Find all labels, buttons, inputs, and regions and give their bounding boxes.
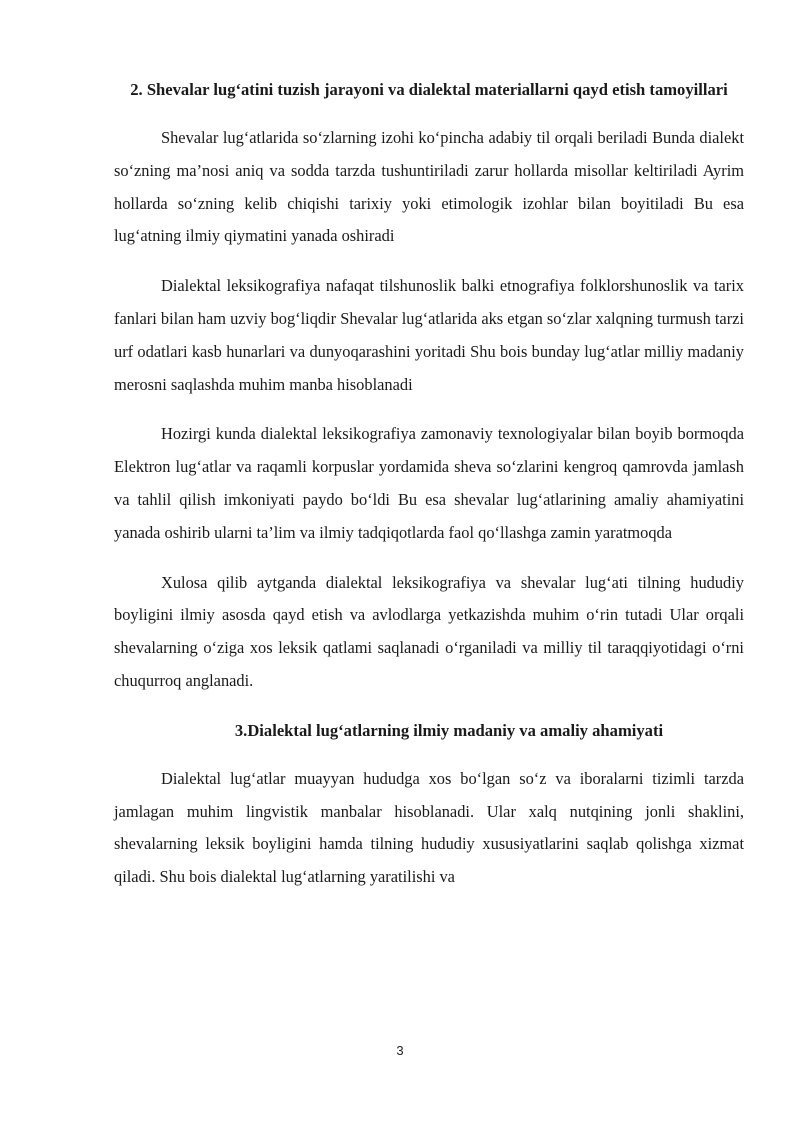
section-3-title: 3.Dialektal lug‘atlarning ilmiy madaniy va amaliy ahamiyati [234, 720, 664, 740]
paragraph-4: Xulosa qilib aytganda dialektal leksikografiya va shevalar lug‘ati tilning hududiy boyligini ilmiy asosda qayd etish va avlodlarga yetkazishda muhim o‘rin tutadi Ular orqali shevalarning o‘ziga xos leksik qatlami saqlanadi o‘rganiladi va milliy til taraqqiyotidagi o‘rni chuqurroq anglanadi. [114, 572, 744, 690]
paragraph-5: Dialektal lug‘atlar muayyan hududga xos bo‘lgan so‘z va iboralarni tizimli tarzda jamlagan muhim lingvistik manbalar hisoblanadi. Ular xalq nutqining jonli shaklini, shevalarning leksik boyligini hamda tilning hududiy xususiyatlarini saqlab qolishga xizmat qiladi. Shu bois dialektal lug‘atlarning yaratilishi va [114, 768, 744, 887]
paragraph-3: Hozirgi kunda dialektal leksikografiya zamonaviy texnologiyalar bilan boyib bormoqda Elektron lug‘atlar va raqamli korpuslar yordamida sheva so‘zlarini kengroq qamrovda jamlash va tahlil qilish imkoniyati paydo bo‘ldi Bu esa shevalar lug‘atlarining amaliy ahamiyatini yanada oshirib ularni ta’lim va ilmiy tadqiqotlarda faol qo‘llashga zamin yaratmoqda [114, 424, 744, 542]
paragraph-2: Dialektal leksikografiya nafaqat tilshunoslik balki etnografiya folklorshunoslik va tarix fanlari bilan ham uzviy bog‘liqdir Shevalar lug‘atlarida aks etgan so‘zlar xalqning turmush tarzi urf odatlari kasb hunarlari va dunyoqarashini yoritadi Shu bois bunday lug‘atlar milliy madaniy merosni saqlashda muhim manba hisoblanadi [114, 276, 744, 394]
page-number: 3 [396, 1043, 404, 1058]
paragraph-1: Shevalar lug‘atlarida so‘zlarning izohi ko‘pincha adabiy til orqali beriladi Bunda dialekt so‘zning ma’nosi aniq va sodda tarzda tushuntiriladi zarur hollarda misollar keltiriladi Ayrim hollarda so‘zning kelib chiqishi tarixiy yoki etimologik izohlar bilan boyitiladi Bu esa lug‘atning ilmiy qiymatini yanada oshiradi [114, 128, 744, 246]
section-2-title: 2. Shevalar lug‘atini tuzish jarayoni va dialektal materiallarni qayd etish tamoyillari [130, 80, 728, 99]
